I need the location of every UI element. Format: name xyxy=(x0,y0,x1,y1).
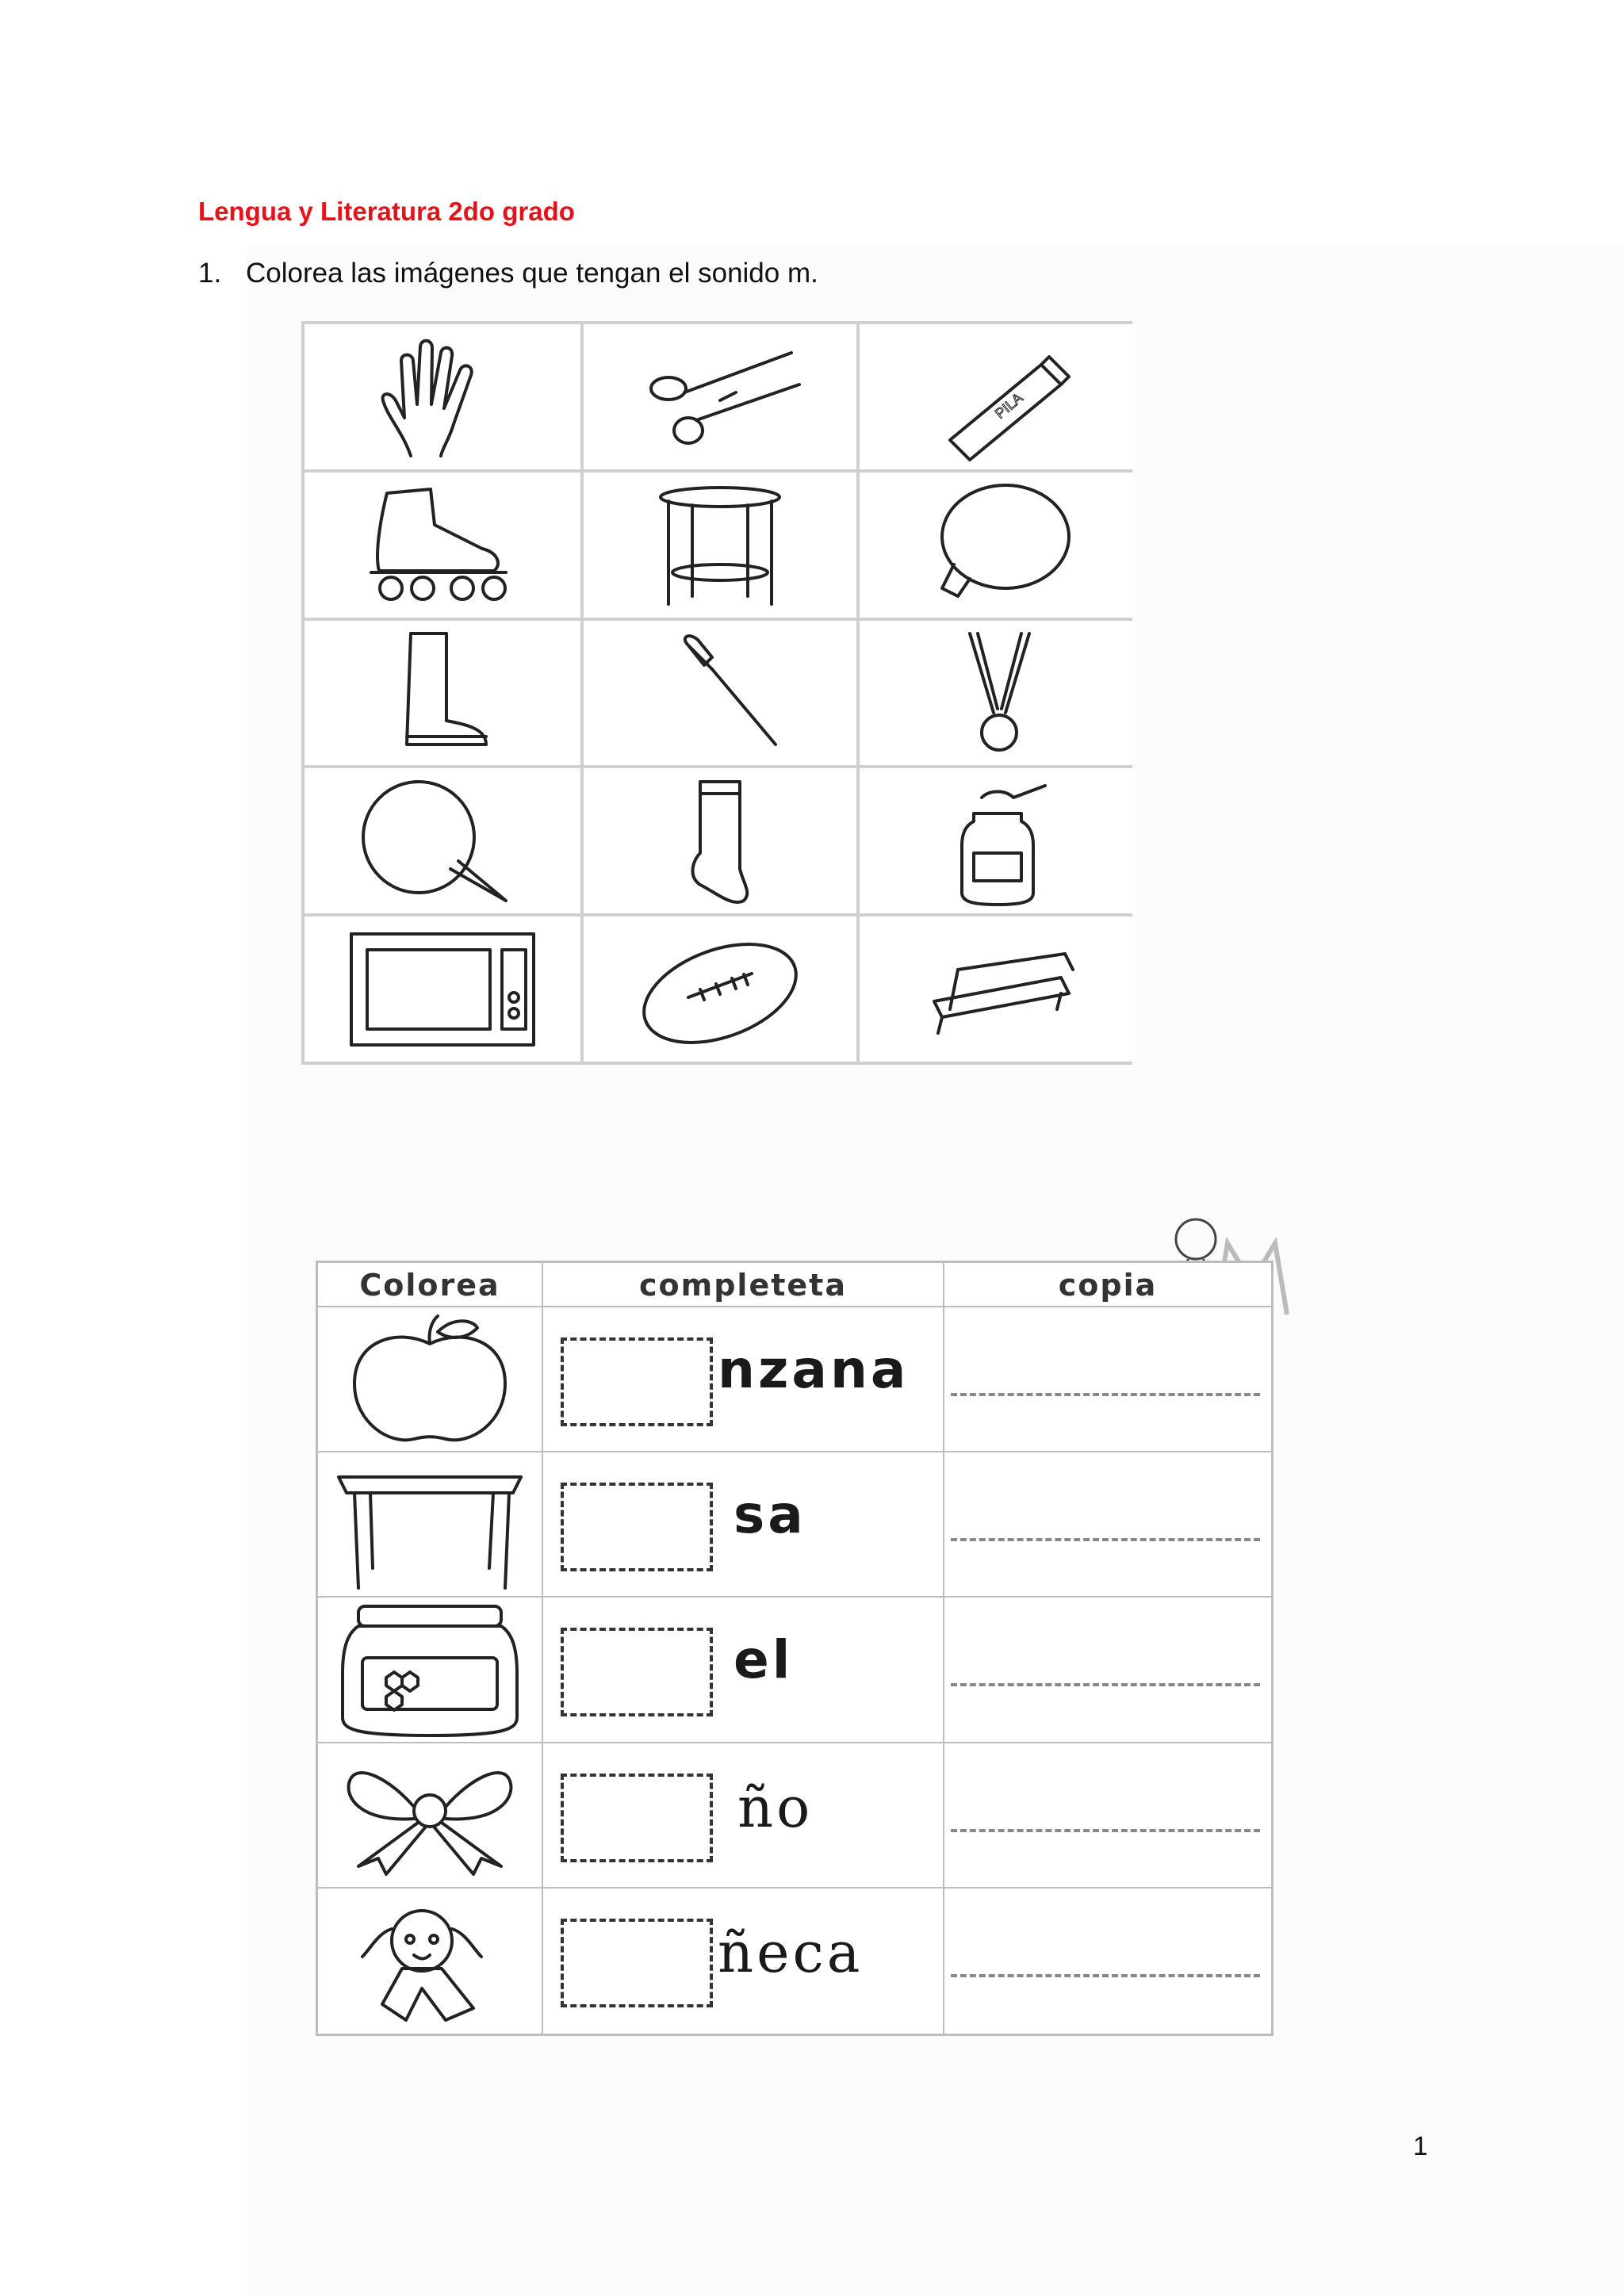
grid-cell[interactable] xyxy=(304,473,580,618)
completa-cell xyxy=(543,1743,944,1888)
copy-line[interactable] xyxy=(951,1829,1260,1832)
battery-icon xyxy=(902,329,1093,464)
dart-icon xyxy=(625,626,815,760)
jam-jar-icon xyxy=(902,774,1093,909)
grid-cell[interactable] xyxy=(584,324,856,469)
table-icon xyxy=(335,1457,525,1592)
word-ending: nzana xyxy=(718,1339,910,1400)
header-copia: copia xyxy=(944,1263,1271,1307)
grid-cell[interactable] xyxy=(584,768,856,913)
copia-cell xyxy=(944,1888,1271,2034)
completa-cell xyxy=(543,1598,944,1743)
instruction-1 xyxy=(198,258,818,289)
grid-cell[interactable] xyxy=(304,768,580,913)
grid-cell[interactable] xyxy=(584,916,856,1062)
copia-cell xyxy=(944,1743,1271,1888)
copia-cell xyxy=(944,1598,1271,1743)
instruction-number: 1. xyxy=(198,258,222,289)
picture-grid xyxy=(301,321,1132,1065)
colorea-cell[interactable] xyxy=(318,1888,543,2034)
worksheet-heading: Lengua y Literatura 2do grado xyxy=(198,197,575,226)
answer-box[interactable] xyxy=(561,1483,713,1571)
svg-text:PILA: PILA xyxy=(991,389,1026,423)
grid-cell[interactable] xyxy=(584,621,856,766)
bow-icon xyxy=(335,1747,525,1882)
completa-cell xyxy=(543,1307,944,1452)
grid-cell[interactable] xyxy=(860,324,1136,469)
roller-skate-icon xyxy=(347,477,538,612)
answer-box[interactable] xyxy=(561,1337,713,1426)
pushpin-icon xyxy=(347,774,538,909)
word-ending: sa xyxy=(733,1484,806,1546)
scissors-icon xyxy=(625,329,815,464)
header-completa: completeta xyxy=(543,1263,944,1307)
balloon-icon xyxy=(902,477,1093,612)
colorea-cell[interactable] xyxy=(318,1743,543,1888)
grid-cell[interactable] xyxy=(860,916,1136,1062)
header-colorea: Colorea xyxy=(318,1263,543,1307)
grid-cell[interactable] xyxy=(860,621,1136,766)
medal-icon xyxy=(902,626,1093,760)
apple-icon xyxy=(335,1312,525,1447)
grid-cell[interactable] xyxy=(860,473,1136,618)
instruction-text: Colorea las imágenes que tengan el sonido m. xyxy=(246,258,818,289)
sock-icon xyxy=(625,774,815,909)
grid-cell[interactable] xyxy=(304,916,580,1062)
grid-cell[interactable] xyxy=(860,768,1136,913)
copia-cell xyxy=(944,1452,1271,1598)
grid-cell[interactable] xyxy=(584,473,856,618)
football-icon xyxy=(625,922,815,1057)
completa-cell xyxy=(543,1452,944,1598)
grid-cell[interactable] xyxy=(304,324,580,469)
answer-box[interactable] xyxy=(561,1628,713,1716)
copy-line[interactable] xyxy=(951,1683,1260,1686)
honey-jar-icon xyxy=(335,1602,525,1737)
word-ending: el xyxy=(733,1629,794,1691)
colorea-cell[interactable] xyxy=(318,1598,543,1743)
boot-icon xyxy=(347,626,538,760)
answer-box[interactable] xyxy=(561,1919,713,2007)
microwave-icon xyxy=(347,922,538,1057)
colorea-cell[interactable] xyxy=(318,1307,543,1452)
colorea-cell[interactable] xyxy=(318,1452,543,1598)
doll-icon xyxy=(335,1893,525,2028)
hand-icon xyxy=(347,329,538,464)
word-ending: ñeca xyxy=(718,1919,864,1985)
completa-cell xyxy=(543,1888,944,2034)
answer-box[interactable] xyxy=(561,1774,713,1862)
grid-cell[interactable] xyxy=(304,621,580,766)
worksheet-table xyxy=(316,1261,1274,2036)
copy-line[interactable] xyxy=(951,1974,1260,1977)
copia-cell xyxy=(944,1307,1271,1452)
word-ending: ño xyxy=(737,1774,814,1840)
copy-line[interactable] xyxy=(951,1393,1260,1396)
copy-line[interactable] xyxy=(951,1538,1260,1541)
page-number: 1 xyxy=(1413,2131,1428,2160)
table-icon xyxy=(625,477,815,612)
bench-icon xyxy=(902,922,1093,1057)
